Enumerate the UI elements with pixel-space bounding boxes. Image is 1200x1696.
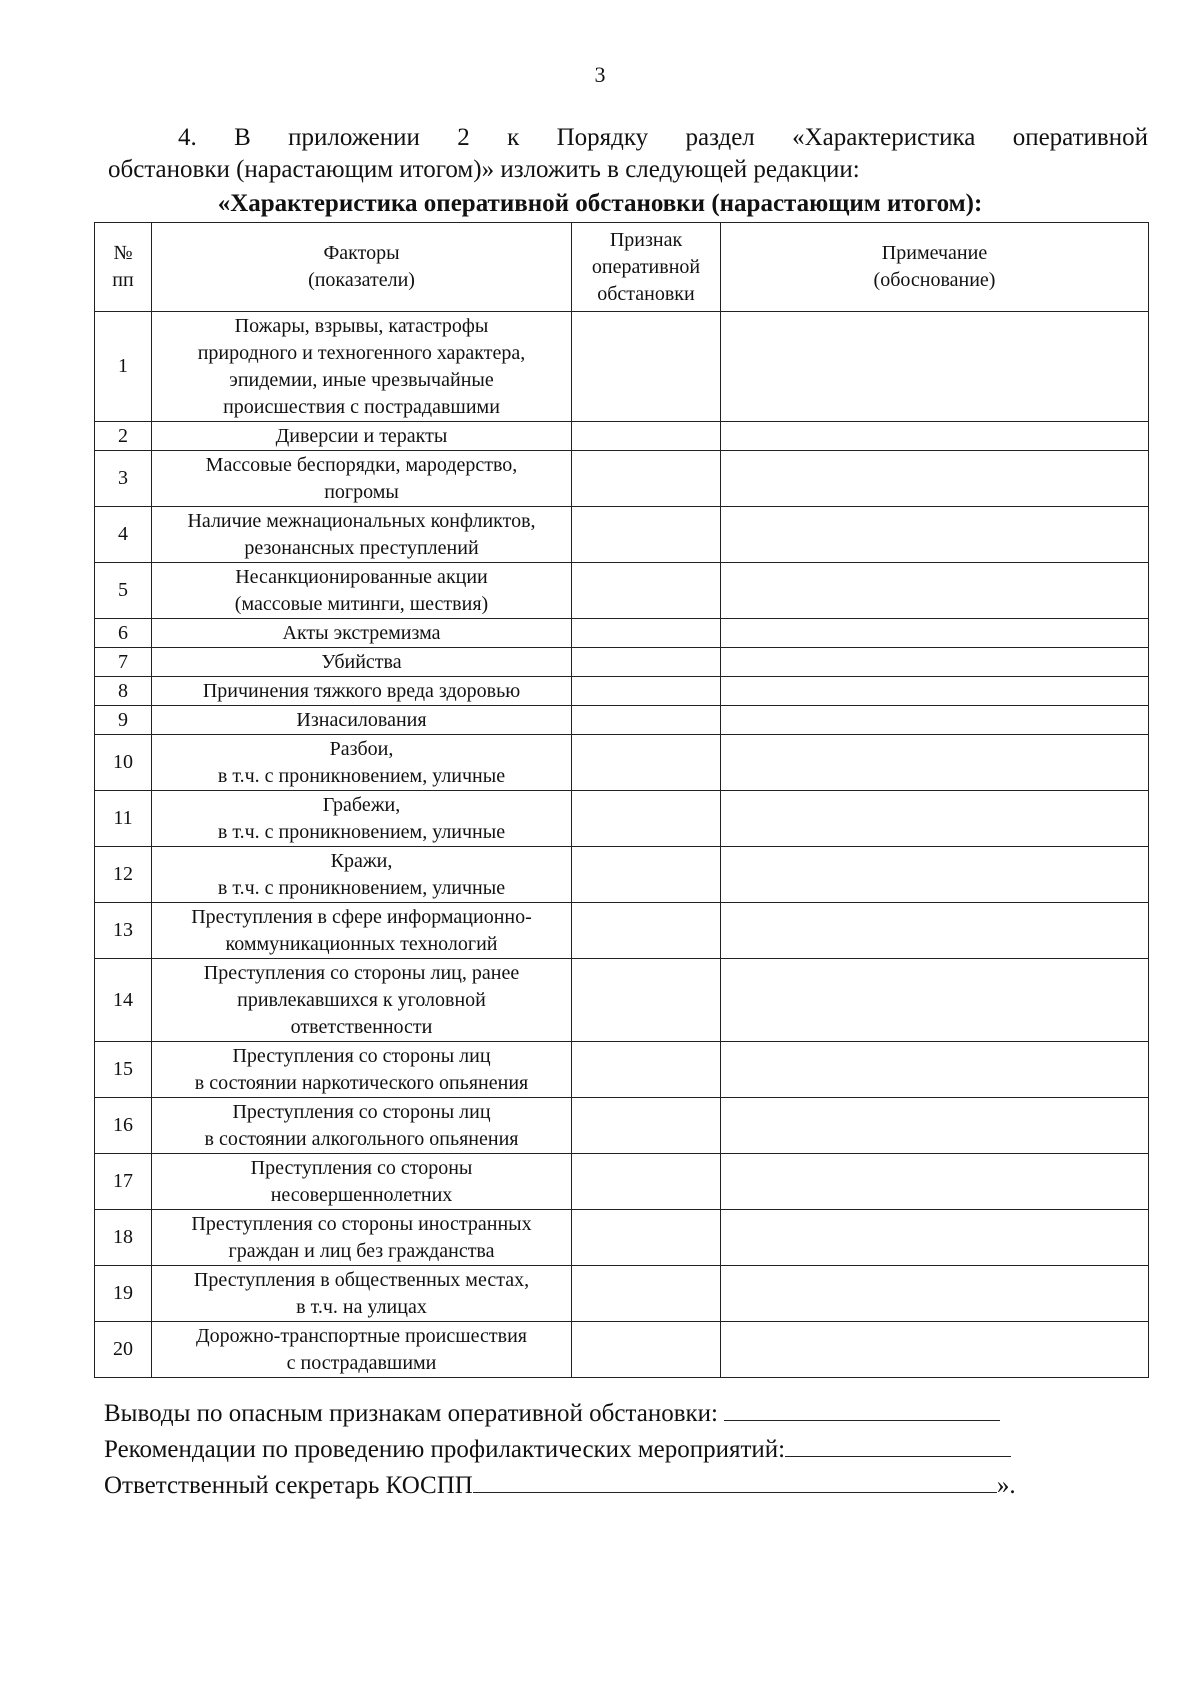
factor-line: несовершеннолетних (270, 1183, 453, 1206)
header-factors-line-1: Факторы (323, 242, 400, 264)
table-row (95, 422, 1149, 451)
table-row (95, 1042, 1149, 1098)
row-note-cell[interactable] (721, 312, 1149, 422)
characteristics-table (94, 222, 1149, 1378)
factor-line: в состоянии алкогольного опьянения (204, 1127, 519, 1150)
factor-line: Преступления в общественных местах, (193, 1268, 530, 1291)
table-row (95, 451, 1149, 507)
row-note-cell[interactable] (721, 648, 1149, 677)
row-sign-cell[interactable] (572, 1322, 721, 1378)
row-factor (152, 1042, 572, 1098)
row-number: 11 (95, 791, 152, 847)
recommendations-line (104, 1432, 1144, 1468)
row-sign-cell[interactable] (572, 706, 721, 735)
row-note-cell[interactable] (721, 735, 1149, 791)
row-factor (152, 959, 572, 1042)
row-note-cell[interactable] (721, 677, 1149, 706)
row-number: 17 (95, 1154, 152, 1210)
factor-line: резонансных преступлений (244, 536, 479, 559)
factor-line: Пожары, взрывы, катастрофы (234, 314, 489, 337)
row-number: 4 (95, 507, 152, 563)
row-number: 7 (95, 648, 152, 677)
factor-line: привлекавшихся к уголовной (237, 988, 486, 1011)
table-row (95, 1154, 1149, 1210)
factor-line: эпидемии, иные чрезвычайные (229, 368, 494, 391)
row-factor (152, 451, 572, 507)
header-sign (572, 223, 721, 312)
factor-line: Причинения тяжкого вреда здоровью (202, 679, 521, 702)
row-number: 12 (95, 847, 152, 903)
closing-quote: ». (996, 1472, 1016, 1499)
factor-line: Грабежи, (322, 793, 401, 816)
factor-line: Дорожно-транспортные происшествия (196, 1324, 527, 1347)
row-note-cell[interactable] (721, 422, 1149, 451)
row-note-cell[interactable] (721, 1210, 1149, 1266)
factor-line: Кражи, (330, 849, 393, 872)
table-row (95, 1098, 1149, 1154)
factor-line: Преступления со стороны лиц, ранее (203, 961, 520, 984)
table-row (95, 847, 1149, 903)
row-note-cell[interactable] (721, 706, 1149, 735)
row-factor (152, 507, 572, 563)
header-note-line-1: Примечание (881, 242, 988, 264)
factor-line: Наличие межнациональных конфликтов, (187, 509, 536, 532)
intro-line-1: 4. В приложении 2 к Порядку раздел «Характеристика оперативной (178, 124, 1148, 151)
row-number: 18 (95, 1210, 152, 1266)
factor-line: Преступления со стороны лиц (232, 1100, 491, 1123)
factor-line: в т.ч. с проникновением, уличные (217, 876, 506, 899)
header-sign-line-3: обстановки (597, 282, 695, 305)
header-number-line-1: № (113, 242, 133, 264)
conclusions-label: Выводы по опасным признакам оперативной обстановки: (104, 1400, 718, 1427)
row-number: 8 (95, 677, 152, 706)
row-sign-cell[interactable] (572, 735, 721, 791)
factor-line: погромы (324, 480, 399, 503)
row-note-cell[interactable] (721, 563, 1149, 619)
factor-line: Преступления со стороны иностранных (191, 1212, 532, 1235)
row-sign-cell[interactable] (572, 507, 721, 563)
row-note-cell[interactable] (721, 959, 1149, 1042)
table-row (95, 1322, 1149, 1378)
row-number: 10 (95, 735, 152, 791)
row-sign-cell[interactable] (572, 959, 721, 1042)
row-sign-cell[interactable] (572, 1210, 721, 1266)
row-factor (152, 312, 572, 422)
row-number: 1 (95, 312, 152, 422)
row-factor (152, 706, 572, 735)
table-row (95, 1266, 1149, 1322)
table-title: «Характеристика оперативной обстановки (нарастающим итогом): (217, 190, 983, 217)
header-factors (152, 223, 572, 312)
row-sign-cell[interactable] (572, 677, 721, 706)
table-row (95, 648, 1149, 677)
row-factor (152, 791, 572, 847)
row-sign-cell[interactable] (572, 451, 721, 507)
factor-line: коммуникационных технологий (225, 932, 498, 955)
intro-paragraph (108, 122, 1148, 186)
row-note-cell[interactable] (721, 507, 1149, 563)
row-factor (152, 422, 572, 451)
row-note-cell[interactable] (721, 1266, 1149, 1322)
row-note-cell[interactable] (721, 903, 1149, 959)
row-note-cell[interactable] (721, 619, 1149, 648)
row-factor (152, 903, 572, 959)
row-factor (152, 1322, 572, 1378)
table-row (95, 791, 1149, 847)
factor-line: (массовые митинги, шествия) (234, 592, 489, 615)
intro-line-2: обстановки (нарастающим итогом)» изложить в следующей редакции: (108, 156, 860, 183)
factor-line: Несанкционированные акции (235, 565, 488, 588)
row-number: 14 (95, 959, 152, 1042)
factor-line: в т.ч. с проникновением, уличные (217, 820, 506, 843)
row-factor (152, 648, 572, 677)
row-sign-cell[interactable] (572, 619, 721, 648)
factor-line: с пострадавшими (286, 1351, 437, 1374)
row-number: 9 (95, 706, 152, 735)
row-note-cell[interactable] (721, 1098, 1149, 1154)
factor-line: Преступления со стороны лиц (232, 1044, 491, 1067)
row-factor (152, 677, 572, 706)
table-row (95, 677, 1149, 706)
row-number: 20 (95, 1322, 152, 1378)
row-sign-cell[interactable] (572, 903, 721, 959)
header-sign-line-1: Признак (609, 228, 683, 251)
factor-line: происшествия с пострадавшими (223, 395, 500, 418)
row-factor (152, 1210, 572, 1266)
table-row (95, 959, 1149, 1042)
footer-section (104, 1396, 1144, 1504)
page-number: 3 (594, 62, 606, 87)
header-number-line-2: пп (112, 269, 134, 291)
row-factor (152, 1266, 572, 1322)
row-number: 2 (95, 422, 152, 451)
row-number: 15 (95, 1042, 152, 1098)
row-sign-cell[interactable] (572, 563, 721, 619)
secretary-blank[interactable] (473, 1468, 997, 1493)
row-factor (152, 735, 572, 791)
header-number (95, 223, 152, 312)
table-row (95, 735, 1149, 791)
factor-line: природного и техногенного характера, (197, 341, 526, 364)
conclusions-line (104, 1396, 1144, 1432)
row-number: 16 (95, 1098, 152, 1154)
row-sign-cell[interactable] (572, 648, 721, 677)
row-note-cell[interactable] (721, 1154, 1149, 1210)
row-note-cell[interactable] (721, 1042, 1149, 1098)
factor-line: Акты экстремизма (282, 621, 441, 644)
factor-line: Диверсии и теракты (275, 424, 448, 447)
row-factor (152, 1154, 572, 1210)
row-factor (152, 619, 572, 648)
recommendations-label: Рекомендации по проведению профилактических мероприятий: (104, 1436, 786, 1463)
row-factor (152, 563, 572, 619)
row-number: 6 (95, 619, 152, 648)
secretary-line (104, 1468, 1144, 1504)
table-row (95, 312, 1149, 422)
table-row (95, 507, 1149, 563)
factor-line: в состоянии наркотического опьянения (194, 1071, 529, 1094)
table-row (95, 619, 1149, 648)
row-factor (152, 1098, 572, 1154)
factor-line: Убийства (321, 650, 402, 673)
row-sign-cell[interactable] (572, 1266, 721, 1322)
row-factor (152, 847, 572, 903)
table-row (95, 903, 1149, 959)
header-sign-line-2: оперативной (591, 255, 701, 278)
row-note-cell[interactable] (721, 791, 1149, 847)
recommendations-blank[interactable] (785, 1432, 1011, 1457)
row-number: 13 (95, 903, 152, 959)
conclusions-blank[interactable] (724, 1396, 1000, 1421)
secretary-label: Ответственный секретарь КОСПП (104, 1472, 473, 1499)
row-note-cell[interactable] (721, 451, 1149, 507)
row-note-cell[interactable] (721, 1322, 1149, 1378)
row-number: 3 (95, 451, 152, 507)
row-note-cell[interactable] (721, 847, 1149, 903)
factor-line: Массовые беспорядки, мародерство, (205, 453, 518, 476)
table-body (95, 312, 1149, 1378)
table-row (95, 563, 1149, 619)
table-row (95, 1210, 1149, 1266)
factor-line: Изнасилования (296, 708, 427, 731)
row-sign-cell[interactable] (572, 1098, 721, 1154)
row-sign-cell[interactable] (572, 847, 721, 903)
table-header-row (95, 223, 1149, 312)
factor-line: ответственности (290, 1015, 433, 1038)
factor-line: Разбои, (329, 737, 394, 760)
row-sign-cell[interactable] (572, 312, 721, 422)
header-factors-line-2: (показатели) (308, 269, 415, 291)
header-note (721, 223, 1149, 312)
header-note-line-2: (обоснование) (873, 269, 996, 291)
factor-line: в т.ч. на улицах (296, 1295, 427, 1318)
table-row (95, 706, 1149, 735)
row-sign-cell[interactable] (572, 1154, 721, 1210)
factor-line: Преступления в сфере информационно- (191, 905, 532, 928)
row-sign-cell[interactable] (572, 1042, 721, 1098)
row-sign-cell[interactable] (572, 791, 721, 847)
factor-line: Преступления со стороны (250, 1156, 473, 1179)
row-sign-cell[interactable] (572, 422, 721, 451)
factor-line: граждан и лиц без гражданства (228, 1239, 495, 1262)
row-number: 19 (95, 1266, 152, 1322)
factor-line: в т.ч. с проникновением, уличные (217, 764, 506, 787)
row-number: 5 (95, 563, 152, 619)
